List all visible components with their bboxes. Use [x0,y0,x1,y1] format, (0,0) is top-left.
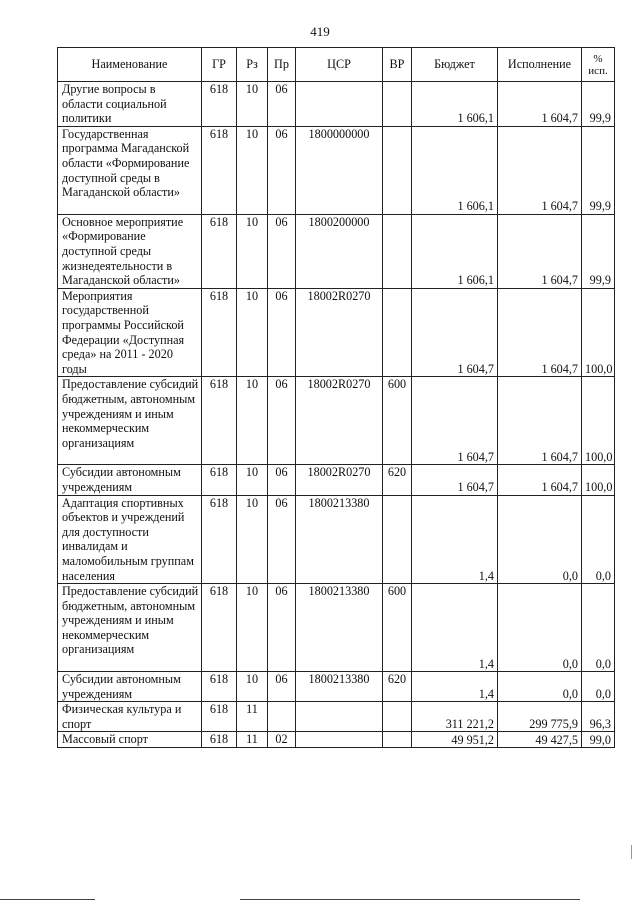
cell-execution: 1 604,7 [498,126,582,214]
cell-pr [268,702,296,732]
header-budget: Бюджет [412,48,498,82]
cell-execution: 0,0 [498,495,582,584]
cell-gr: 618 [202,214,237,288]
cell-percent: 0,0 [582,584,615,672]
cell-gr: 618 [202,288,237,377]
cell-gr: 618 [202,126,237,214]
cell-rz: 10 [237,126,268,214]
cell-csr [296,702,383,732]
cell-execution: 1 604,7 [498,465,582,495]
cell-vr [383,732,412,748]
cell-rz: 10 [237,214,268,288]
cell-rz: 10 [237,377,268,465]
cell-name: Предоставление субсидий бюджетным, автономным учреждениям и иным некоммерческим организациям [58,377,202,465]
cell-percent: 0,0 [582,495,615,584]
cell-name: Основное мероприятие «Формирование доступной среды жизнедеятельности в Магаданской области» [58,214,202,288]
header-execution: Исполнение [498,48,582,82]
cell-pr: 06 [268,82,296,127]
cell-name: Адаптация спортивных объектов и учреждений для доступности инвалидам и маломобильным группам населения [58,495,202,584]
cell-vr [383,288,412,377]
cell-gr: 618 [202,672,237,702]
header-percent-sign: % [593,52,603,65]
table-row [58,82,615,127]
cell-execution: 1 604,7 [498,288,582,377]
cell-rz: 10 [237,465,268,495]
header-rz: Рз [237,48,268,82]
cell-csr: 18002R0270 [296,377,383,465]
cell-vr [383,214,412,288]
cell-name: Субсидии автономным учреждениям [58,672,202,702]
cell-execution: 1 604,7 [498,377,582,465]
cell-execution: 0,0 [498,672,582,702]
cell-execution: 299 775,9 [498,702,582,732]
cell-execution: 0,0 [498,584,582,672]
cell-gr: 618 [202,702,237,732]
table-row [58,584,615,672]
cell-csr: 18002R0270 [296,465,383,495]
cell-budget: 1,4 [412,495,498,584]
cell-csr: 18002R0270 [296,288,383,377]
cell-budget: 49 951,2 [412,732,498,748]
cell-vr [383,126,412,214]
cell-execution: 1 604,7 [498,82,582,127]
cell-pr: 06 [268,672,296,702]
cell-percent: 100,0 [582,465,615,495]
cell-percent: 99,0 [582,732,615,748]
cell-percent: 0,0 [582,672,615,702]
page-number: 419 [310,24,330,39]
table-header-row [58,48,615,82]
table-row [58,214,615,288]
cell-rz: 10 [237,495,268,584]
cell-rz: 11 [237,702,268,732]
cell-csr: 1800200000 [296,214,383,288]
cell-csr [296,82,383,127]
cell-vr [383,702,412,732]
cell-vr [383,82,412,127]
cell-gr: 618 [202,732,237,748]
cell-percent: 100,0 [582,288,615,377]
cell-vr: 600 [383,377,412,465]
table-row [58,377,615,465]
cell-gr: 618 [202,495,237,584]
cell-vr: 620 [383,465,412,495]
cell-csr: 1800213380 [296,584,383,672]
table-row [58,495,615,584]
cell-budget: 1,4 [412,584,498,672]
cell-percent: 99,9 [582,82,615,127]
header-name: Наименование [58,48,202,82]
budget-table [57,47,615,748]
cell-pr: 06 [268,377,296,465]
table-row [58,288,615,377]
cell-name: Мероприятия государственной программы Российской Федерации «Доступная среда» на 2011 - 2020 годы [58,288,202,377]
cell-csr: 1800213380 [296,495,383,584]
cell-vr [383,495,412,584]
cell-pr: 06 [268,495,296,584]
table-row [58,126,615,214]
cell-budget: 1 604,7 [412,288,498,377]
cell-gr: 618 [202,465,237,495]
header-vr: ВР [383,48,412,82]
header-csr: ЦСР [296,48,383,82]
cell-name: Физическая культура и спорт [58,702,202,732]
cell-gr: 618 [202,584,237,672]
header-pr: Пр [268,48,296,82]
cell-csr [296,732,383,748]
header-percent-label: исп. [588,64,608,77]
bottom-rule-left [0,899,95,900]
cell-percent: 96,3 [582,702,615,732]
header-percent [582,48,615,82]
cell-name: Массовый спорт [58,732,202,748]
cell-pr: 06 [268,584,296,672]
cell-budget: 311 221,2 [412,702,498,732]
cell-budget: 1 606,1 [412,126,498,214]
cell-pr: 06 [268,126,296,214]
table-row [58,732,615,748]
scan-mark [631,845,632,859]
bottom-rule-right [240,899,580,900]
header-gr: ГР [202,48,237,82]
cell-percent: 99,9 [582,126,615,214]
cell-execution: 1 604,7 [498,214,582,288]
cell-rz: 11 [237,732,268,748]
cell-name: Другие вопросы в области социальной политики [58,82,202,127]
cell-name: Предоставление субсидий бюджетным, автономным учреждениям и иным некоммерческим организациям [58,584,202,672]
cell-execution: 49 427,5 [498,732,582,748]
cell-gr: 618 [202,377,237,465]
cell-budget: 1,4 [412,672,498,702]
cell-budget: 1 606,1 [412,214,498,288]
cell-rz: 10 [237,288,268,377]
cell-vr: 600 [383,584,412,672]
cell-rz: 10 [237,82,268,127]
table-row [58,465,615,495]
table-body [58,82,615,748]
cell-csr: 1800000000 [296,126,383,214]
cell-csr: 1800213380 [296,672,383,702]
cell-vr: 620 [383,672,412,702]
cell-budget: 1 604,7 [412,465,498,495]
cell-percent: 100,0 [582,377,615,465]
cell-percent: 99,9 [582,214,615,288]
cell-rz: 10 [237,672,268,702]
table-row [58,672,615,702]
cell-rz: 10 [237,584,268,672]
table-row [58,702,615,732]
cell-budget: 1 604,7 [412,377,498,465]
cell-pr: 02 [268,732,296,748]
cell-pr: 06 [268,214,296,288]
cell-name: Государственная программа Магаданской области «Формирование доступной среды в Магаданской области» [58,126,202,214]
cell-pr: 06 [268,288,296,377]
cell-name: Субсидии автономным учреждениям [58,465,202,495]
cell-pr: 06 [268,465,296,495]
cell-budget: 1 606,1 [412,82,498,127]
cell-gr: 618 [202,82,237,127]
